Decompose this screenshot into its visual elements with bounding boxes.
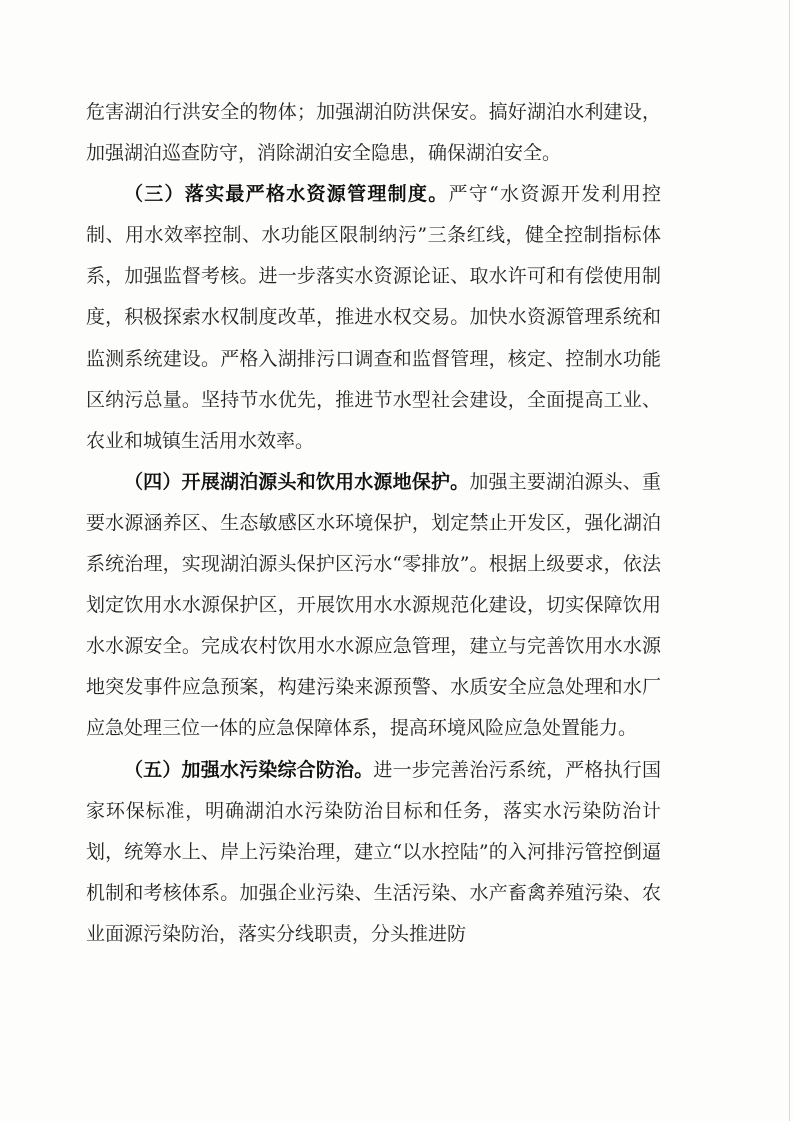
paragraph-body: 加强主要湖泊源头、重要水源涵养区、生态敏感区水环境保护，划定禁止开发区，强化湖泊系统治理，实现湖泊源头保护区污水“零排放”。根据上级要求，依法划定饮用水水源保护区，开展饮用水水源规范化建设，切实保障饮用水水源安全。完成农村饮用水水源应急管理，建立与完善饮用水水源地突发事件应急预案，构建污染来源预警、水质安全应急处理和水厂应急处理三位一体的应急保障体系，提高环境风险应急处置能力。: [86, 470, 661, 740]
document-body: [86, 92, 661, 955]
paragraph-section-4: [86, 462, 661, 750]
page-edge-line: [789, 0, 790, 1121]
section-heading: （三）落实最严格水资源管理制度。: [124, 183, 449, 206]
section-heading: （五）加强水污染综合防治。: [124, 758, 374, 781]
section-heading: （四）开展湖泊源头和饮用水源地保护。: [124, 470, 470, 493]
paragraph-body: 进一步完善治污系统，严格执行国家环保标准，明确湖泊水污染防治目标和任务，落实水污染防治计划，统筹水上、岸上污染治理，建立“以水控陆”的入河排污管控倒逼机制和考核体系。加强企业污染、生活污染、水产畜禽养殖污染、农业面源污染防治，落实分线职责，分头推进防: [86, 758, 661, 945]
paragraph-body: 危害湖泊行洪安全的物体；加强湖泊防洪保安。搞好湖泊水利建设，加强湖泊巡查防守，消除湖泊安全隐患，确保湖泊安全。: [86, 101, 661, 165]
paragraph-continuation: [86, 92, 661, 174]
paragraph-body: 严守“水资源开发利用控制、用水效率控制、水功能区限制纳污”三条红线，健全控制指标体系，加强监督考核。进一步落实水资源论证、取水许可和有偿使用制度，积极探索水权制度改革，推进水权交易。加快水资源管理系统和监测系统建设。严格入湖排污口调查和监督管理，核定、控制水功能区纳污总量。坚持节水优先，推进节水型社会建设，全面提高工业、农业和城镇生活用水效率。: [86, 183, 661, 452]
paragraph-section-3: [86, 174, 661, 462]
paragraph-section-5: [86, 750, 661, 955]
